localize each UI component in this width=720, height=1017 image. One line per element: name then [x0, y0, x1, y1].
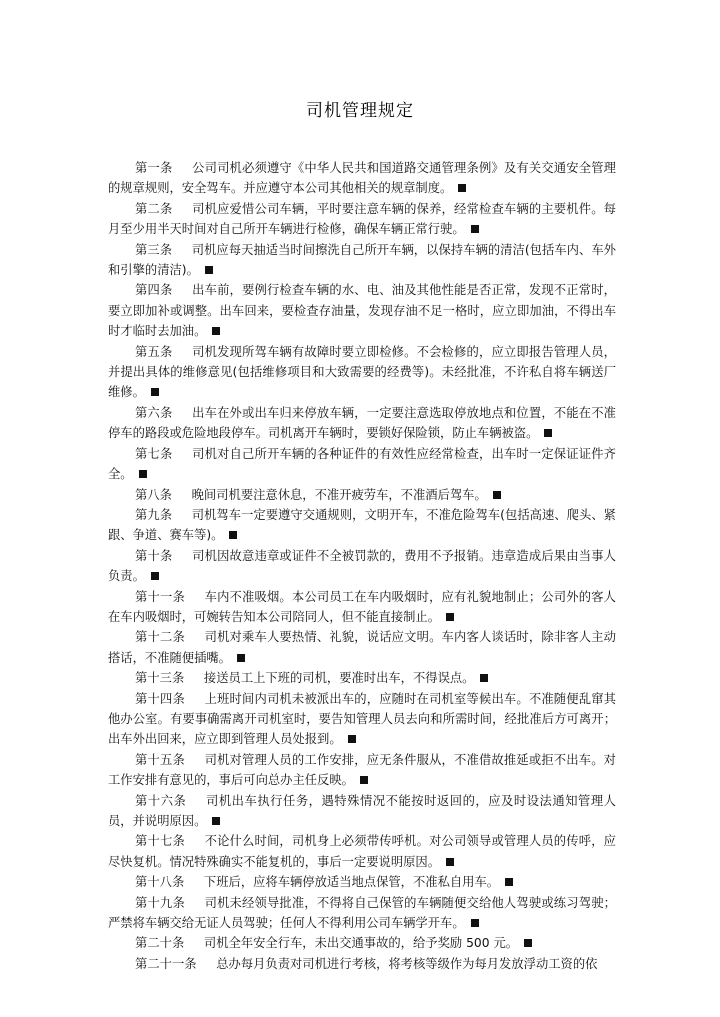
article-paragraph [108, 403, 616, 444]
end-square-icon [471, 225, 479, 233]
article-number: 第十三条 [135, 671, 185, 686]
article-number: 第二条 [135, 201, 173, 216]
end-square-icon [544, 429, 552, 437]
article-paragraph [108, 280, 616, 341]
article-paragraph [108, 199, 616, 240]
article-number: 第一条 [135, 161, 173, 175]
article-text: 司机对管理人员的工作安排，应无条件服从，不准借故推延或拒不出车。对工作安排有意见的，事后可向总办主任反映。 [108, 752, 616, 788]
article-text: 司机未经领导批准，不得将自己保管的车辆随便交给他人驾驶或练习驾驶；严禁将车辆交给无证人员驾驶；任何人不得利用公司车辆学开车。 [108, 895, 616, 931]
article-text: 司机驾车一定要遵守交通规则，文明开车，不准危险驾车(包括高速、爬头、紧跟、争道、赛车等)。 [108, 507, 616, 543]
article-paragraph [108, 750, 616, 791]
article-text: 司机对乘车人要热情、礼貌，说话应文明。车内客人谈话时，除非客人主动搭话，不准随便插嘴。 [108, 630, 616, 665]
article-number: 第四条 [135, 283, 173, 298]
end-square-icon [151, 572, 159, 580]
article-paragraph [108, 240, 616, 281]
article-text: 总办每月负责对司机进行考核，将考核等级作为每月发放浮动工资的依 [216, 956, 598, 971]
end-square-icon [446, 858, 454, 866]
end-square-icon [458, 184, 466, 192]
article-number: 第十五条 [135, 752, 185, 767]
article-paragraph [108, 158, 616, 199]
article-paragraph [108, 933, 616, 953]
article-list [108, 158, 616, 974]
article-text: 出车前，要例行检查车辆的水、电、油及其他性能是否正常，发现不正常时，要立即加补或调整。出车回来，要检查存油量，发现存油不足一格时，应立即加油，不得出车时才临时去加油。 [108, 283, 616, 339]
article-number: 第十八条 [135, 875, 185, 890]
article-number: 第三条 [135, 242, 173, 257]
article-paragraph [108, 587, 616, 628]
article-paragraph [108, 627, 616, 668]
article-number: 第八条 [135, 487, 172, 502]
article-paragraph [108, 872, 616, 892]
article-number: 第五条 [135, 344, 173, 359]
end-square-icon [151, 388, 159, 396]
article-text: 司机发现所驾车辆有故障时要立即检修。不会检修的，应立即报告管理人员，并提出具体的维修意见(包括维修项目和大致需要的经费等)。未经批准，不许私自将车辆送厂维修。 [108, 344, 616, 400]
article-number: 第二十一条 [135, 956, 197, 971]
end-square-icon [237, 654, 245, 662]
end-square-icon [480, 674, 488, 682]
article-paragraph [108, 485, 616, 505]
end-square-icon [446, 613, 454, 621]
end-square-icon [205, 266, 213, 274]
end-square-icon [524, 939, 532, 947]
article-text: 车内不准吸烟。本公司员工在车内吸烟时，应有礼貌地制止；公司外的客人在车内吸烟时，可婉转告知本公司陪同人，但不能直接制止。 [108, 589, 616, 624]
article-text: 司机出车执行任务，遇特殊情况不能按时返回的，应及时设法通知管理人员，并说明原因。 [108, 793, 616, 828]
article-paragraph [108, 444, 616, 485]
article-paragraph [108, 689, 616, 750]
article-number: 第六条 [135, 405, 173, 420]
article-text: 上班时间内司机未被派出车的，应随时在司机室等候出车。不准随便乱窜其他办公室。有要事确需离开司机室时，要告知管理人员去向和所需时间，经批准后方可离开；出车外出回来，应立即到管理人员处报到。 [108, 691, 616, 747]
article-text: 司机应爱惜公司车辆，平时要注意车辆的保养，经常检查车辆的主要机件。每月至少用半天时间对自己所开车辆进行检修，确保车辆正常行驶。 [108, 201, 616, 237]
end-square-icon [505, 878, 513, 886]
article-text: 司机应每天抽适当时间擦洗自己所开车辆，以保持车辆的清洁(包括车内、车外和引擎的清洁)。 [108, 242, 616, 278]
article-text: 晚间司机要注意休息，不准开疲劳车，不准酒后驾车。 [191, 487, 487, 502]
article-number: 第十七条 [135, 834, 185, 849]
article-number: 第十六条 [135, 793, 187, 808]
article-number: 第七条 [135, 446, 173, 461]
article-text: 下班后，应将车辆停放适当地点保管，不准私自用车。 [203, 875, 500, 890]
article-paragraph [108, 893, 616, 934]
article-text: 出车在外或出车归来停放车辆，一定要注意选取停放地点和位置，不能在不准停车的路段或危险地段停车。司机离开车辆时，要锁好保险锁，防止车辆被盗。 [108, 405, 616, 441]
article-paragraph [108, 342, 616, 403]
article-number: 第十四条 [135, 691, 185, 706]
article-number: 第十二条 [135, 630, 185, 645]
article-paragraph [108, 791, 616, 832]
article-number: 第十一条 [135, 589, 185, 604]
end-square-icon [212, 327, 220, 335]
end-square-icon [229, 531, 237, 539]
end-square-icon [471, 919, 479, 927]
article-text: 司机全年安全行车，未出交通事故的，给予奖励 500 元。 [203, 936, 519, 951]
article-text: 接送员工上下班的司机，要准时出车，不得误点。 [203, 671, 475, 686]
article-paragraph [108, 505, 616, 546]
article-text: 司机因故意违章或证件不全被罚款的，费用不予报销。违章造成后果由当事人负责。 [108, 548, 616, 584]
end-square-icon [139, 470, 147, 478]
article-paragraph [108, 831, 616, 872]
article-number: 第二十条 [135, 936, 185, 951]
end-square-icon [212, 817, 220, 825]
end-square-icon [493, 491, 501, 499]
end-square-icon [348, 735, 356, 743]
article-text: 不论什么时间，司机身上必须带传呼机。对公司领导或管理人员的传呼，应尽快复机。情况特殊确实不能复机的，事后一定要说明原因。 [108, 834, 616, 869]
article-number: 第十条 [135, 548, 173, 563]
article-paragraph [108, 954, 616, 974]
end-square-icon [360, 776, 368, 784]
article-text: 公司司机必须遵守《中华人民共和国道路交通管理条例》及有关交通安全管理的规章规则，安全驾车。并应遵守本公司其他相关的规章制度。 [108, 161, 616, 196]
document-title: 司机管理规定 [306, 101, 414, 121]
article-number: 第十九条 [135, 895, 185, 910]
article-paragraph [108, 546, 616, 587]
article-text: 司机对自己所开车辆的各种证件的有效性应经常检查，出车时一定保证证件齐全。 [108, 446, 616, 482]
article-number: 第九条 [135, 507, 173, 522]
article-paragraph [108, 668, 616, 688]
